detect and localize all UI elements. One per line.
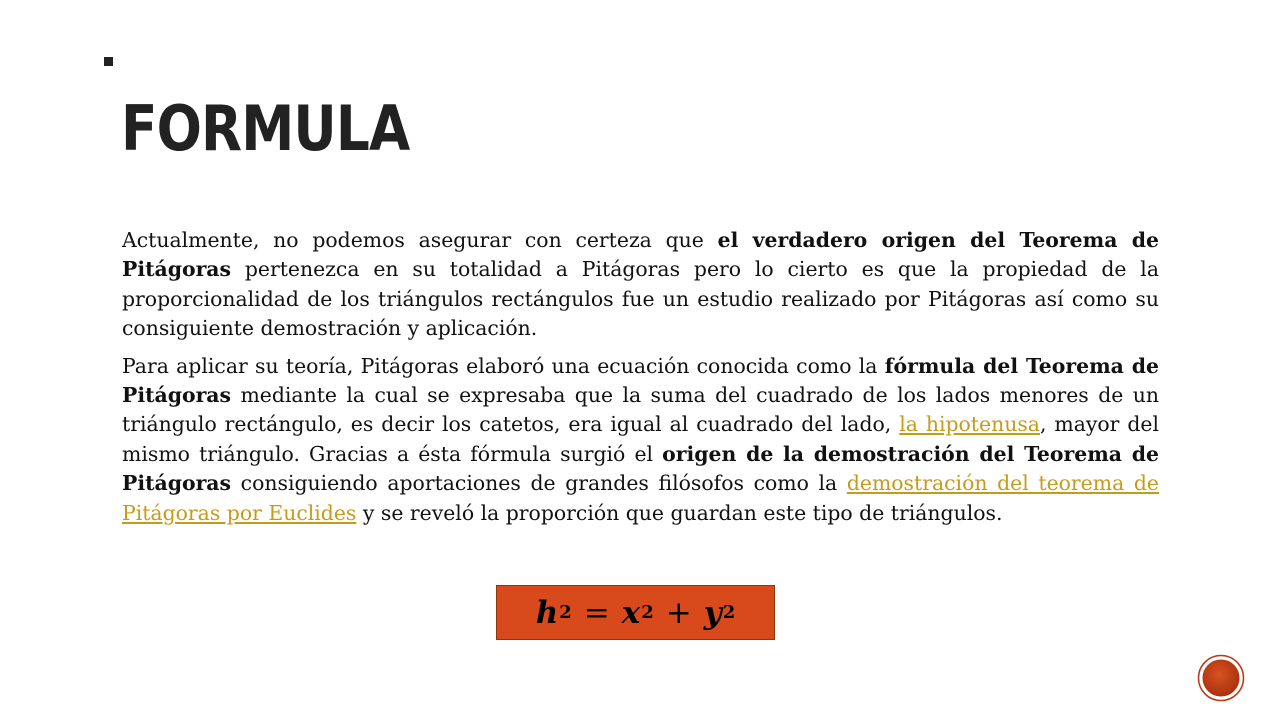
formula-box — [496, 585, 775, 640]
formula-plus: + — [665, 594, 692, 631]
formula-x: x — [621, 594, 641, 631]
formula-y-exponent: 2 — [722, 602, 736, 623]
link-hipotenusa[interactable]: la hipotenusa — [899, 412, 1040, 437]
paragraph-1-text-a: Actualmente, no podemos asegurar con certeza que — [122, 228, 718, 252]
paragraph-2-text-e: y se reveló la proporción que guardan este tipo de triángulos. — [356, 500, 1003, 525]
formula-x-exponent: 2 — [641, 602, 654, 623]
paragraph-1 — [122, 226, 1159, 344]
paragraph-1-bold-a: el verdadero origen del Teorema de Pitágoras — [122, 228, 1159, 282]
paragraph-2-bold-b: origen de la demostración del Teorema de Pitágoras — [122, 441, 1159, 496]
slide-title: FORMULA — [121, 92, 410, 165]
formula-h: h — [535, 594, 559, 631]
paragraph-2-text-a: Para aplicar su teoría, Pitágoras elaboró una ecuación conocida como la — [122, 353, 885, 378]
slide-body — [122, 226, 1159, 536]
nav-circle-icon — [1197, 654, 1245, 702]
paragraph-2-text-c: , mayor del mismo triángulo. Gracias a ésta fórmula surgió el — [122, 412, 1159, 466]
link-demostracion-euclides[interactable]: demostración del teorema de Pitágoras por Euclides — [122, 471, 1159, 525]
formula-h-exponent: 2 — [559, 602, 572, 623]
paragraph-1-text-b: pertenezca en su totalidad a Pitágoras pero lo cierto es que la propiedad de la proporcionalidad de los triángulos rectángulos fue un estudio realizado por Pitágoras así como su consiguiente demostración y aplicación. — [122, 257, 1159, 341]
formula-equals: = — [583, 594, 610, 631]
paragraph-2-text-d: consiguiendo aportaciones de grandes filósofos como la — [231, 471, 847, 496]
formula-y: y — [703, 594, 722, 631]
nav-button[interactable] — [1197, 654, 1245, 702]
paragraph-2 — [122, 352, 1159, 528]
paragraph-2-bold-a: fórmula del Teorema de Pitágoras — [122, 353, 1159, 408]
title-bullet-icon — [104, 57, 113, 66]
paragraph-2-text-b: mediante la cual se expresaba que la suma del cuadrado de los lados menores de un triángulo rectángulo, es decir los catetos, era igual al cuadrado del lado, — [122, 383, 1159, 437]
